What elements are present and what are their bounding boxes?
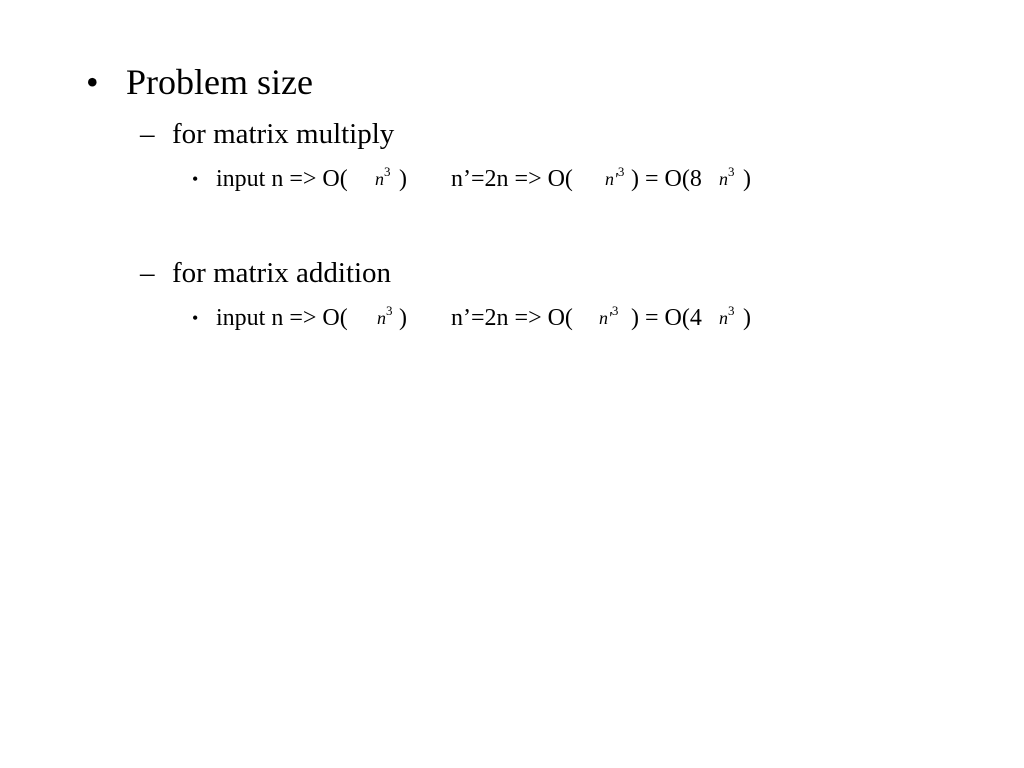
text-n-prime-equals: n’=2n => O( [451,166,573,192]
bullet-icon: • [86,62,99,102]
text-input-n: input n => O( [216,166,348,192]
subitem-title: for matrix multiply [172,118,395,150]
bullet-icon: • [192,308,199,328]
text-close-paren: ) [743,166,751,192]
math-n-prime-cubed: $n'^3$ [605,164,625,189]
math-n-cubed: $n^3$ [719,164,735,189]
text-equals-o4: ) = O(4 [631,305,702,331]
math-n-cubed: $n^3$ [377,303,393,328]
subitem-title: for matrix addition [172,257,392,289]
heading-problem-size: Problem size [126,62,313,102]
text-input-n: input n => O( [216,305,348,331]
math-n-cubed: $n^3$ [719,303,735,328]
text-n-prime-equals: n’=2n => O( [451,305,573,331]
math-n-cubed: $n^3$ [375,164,391,189]
dash-icon: – [140,257,155,289]
dash-icon: – [140,118,155,150]
text-close-paren: ) [399,166,407,192]
text-close-paren: ) [399,305,407,331]
bullet-icon: • [192,169,199,189]
text-close-paren: ) [743,305,751,331]
math-n-prime-cubed: $n'^3$ [599,303,619,328]
text-equals-o8: ) = O(8 [631,166,702,192]
